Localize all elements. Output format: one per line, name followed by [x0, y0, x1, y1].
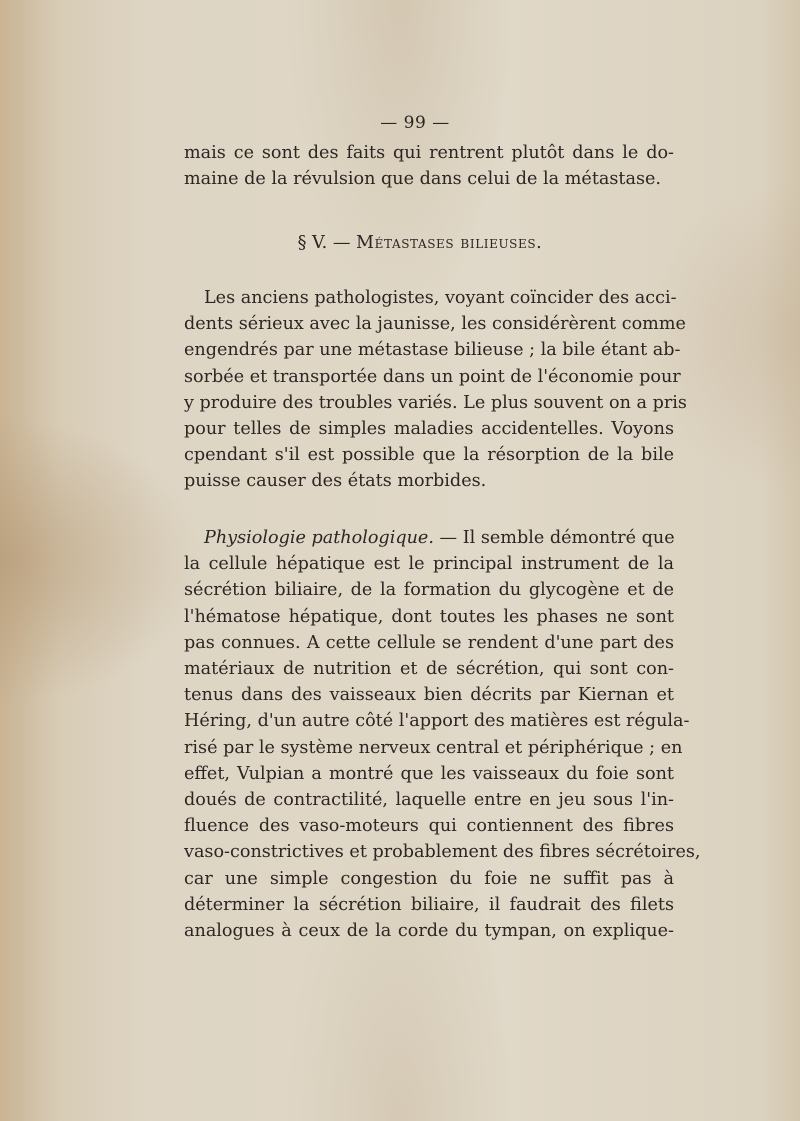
- text-line: vaso-constrictives et probablement des fibres sécrétoires,: [184, 842, 701, 863]
- text-line: effet, Vulpian a montré que les vaisseaux du foie sont: [184, 763, 674, 784]
- text-line: sécrétion biliaire, de la formation du glycogène et de: [184, 580, 674, 601]
- text-line: pour telles de simples maladies accidentelles. Voyons: [184, 419, 674, 440]
- text-line: y produire des troubles variés. Le plus souvent on a pris: [184, 392, 687, 413]
- text-line: car une simple congestion du foie ne suffit pas à: [184, 868, 674, 889]
- text-line: Les anciens pathologistes, voyant coïncider des acci-: [204, 288, 677, 308]
- text-line: la cellule hépatique est le principal instrument de la: [184, 554, 674, 575]
- text-line: matériaux de nutrition et de sécrétion, qui sont con-: [184, 659, 674, 680]
- text-line: mais ce sont des faits qui rentrent plutôt dans le do-: [184, 143, 674, 163]
- paragraph-metastases: [184, 285, 687, 495]
- text-line: sorbée et transportée dans un point de l'économie pour: [184, 366, 681, 387]
- text-fragment: — Il semble démontré que: [433, 528, 675, 548]
- section-title-text: Métastases bilieuses.: [356, 233, 543, 253]
- text-line: déterminer la sécrétion biliaire, il faudrait des filets: [184, 894, 674, 915]
- subheading-italic: Physiologie pathologique.: [204, 528, 434, 548]
- text-line: fluence des vaso-moteurs qui contiennent des fibres: [184, 816, 674, 837]
- text-line: maine de la révulsion que dans celui de la métastase.: [184, 169, 661, 190]
- text-line: [184, 525, 674, 551]
- text-line: cpendant s'il est possible que la résorption de la bile: [184, 445, 674, 466]
- text-line: pas connues. A cette cellule se rendent d'une part des: [184, 632, 674, 653]
- section-number: § V. —: [297, 233, 351, 253]
- paragraph-physiologie: [184, 525, 701, 944]
- text-line: puisse causer des états morbides.: [184, 471, 487, 492]
- text-line: risé par le système nerveux central et périphérique ; en: [184, 737, 683, 758]
- section-heading: [0, 233, 800, 253]
- page-number: — 99 —: [380, 113, 450, 133]
- paragraph-continuation: [184, 140, 674, 192]
- text-line: analogues à ceux de la corde du tympan, on explique-: [184, 921, 674, 942]
- text-line: Héring, d'un autre côté l'apport des matières est régula-: [184, 711, 690, 732]
- text-line: dents sérieux avec la jaunisse, les considérèrent comme: [184, 314, 686, 335]
- text-line: l'hématose hépatique, dont toutes les phases ne sont: [184, 606, 674, 627]
- text-line: engendrés par une métastase bilieuse ; la bile étant ab-: [184, 340, 681, 361]
- text-line: doués de contractilité, laquelle entre en jeu sous l'in-: [184, 790, 674, 811]
- text-line: tenus dans des vaisseaux bien décrits par Kiernan et: [184, 685, 674, 706]
